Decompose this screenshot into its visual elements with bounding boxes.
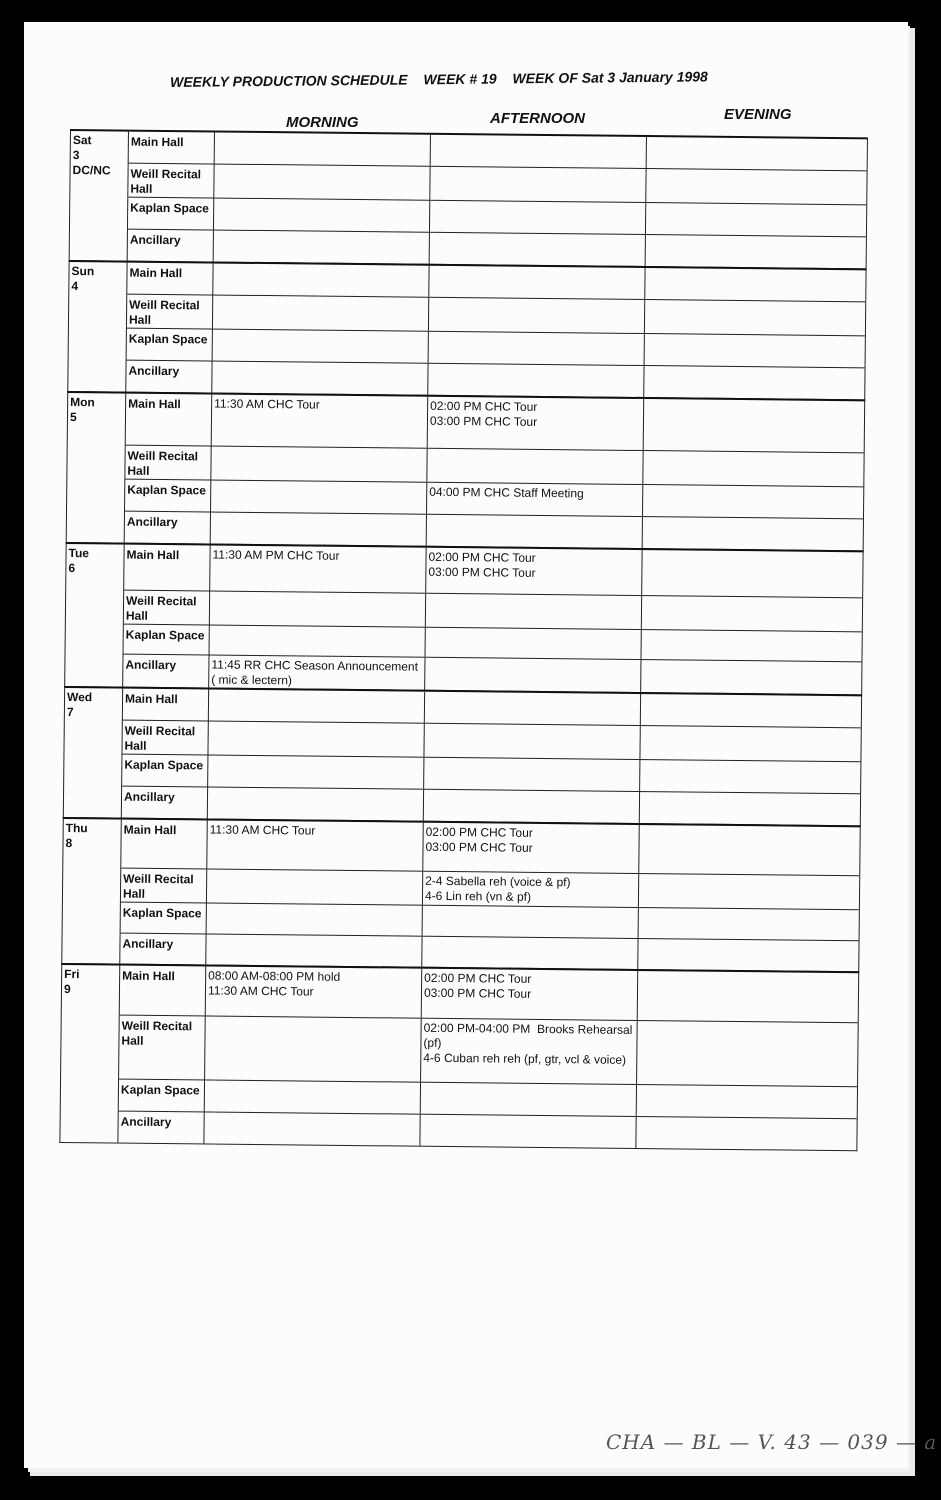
venue-label: Main Hall: [124, 545, 210, 591]
venue-label: Ancillary: [125, 512, 211, 544]
morning-column-header: MORNING: [286, 114, 359, 131]
schedule-entry: 04:00 PM CHC Staff Meeting: [429, 484, 584, 501]
afternoon-cell: [430, 233, 646, 266]
evening-cell: [647, 137, 867, 170]
afternoon-column-header: AFTERNOON: [490, 110, 585, 127]
day-block: [64, 542, 863, 695]
morning-cell: [212, 362, 428, 395]
evening-cell: [646, 203, 866, 236]
evening-cell: [643, 485, 863, 518]
week-number: WEEK # 19: [423, 70, 497, 88]
venue-label: Weill Recital Hall: [122, 721, 208, 755]
afternoon-cell: [422, 937, 638, 969]
evening-cell: [645, 300, 865, 335]
venue-label: Main Hall: [126, 394, 213, 446]
venue-label: Kaplan Space: [127, 329, 213, 361]
evening-cell: [638, 939, 858, 971]
afternoon-cell: [428, 364, 644, 397]
schedule-entry: 11:45 RR CHC Season Announcement ( mic & lectern): [211, 657, 422, 688]
venue-label: Weill Recital Hall: [124, 591, 210, 625]
day-block: [61, 817, 860, 972]
day-block: [63, 686, 862, 826]
day-label: Wed 7: [64, 688, 123, 818]
schedule-entry: 03:00 PM CHC Tour: [428, 564, 536, 580]
schedule-entry: 11:30 AM CHC Tour: [209, 822, 316, 838]
morning-cell: [206, 966, 423, 1017]
day-label: Tue 6: [65, 544, 124, 687]
morning-cell: [207, 820, 423, 870]
afternoon-cell: [426, 628, 642, 659]
day-label: Mon 5: [67, 393, 127, 543]
morning-cell: [208, 755, 424, 788]
venue-label: Kaplan Space: [121, 903, 207, 934]
venue-label: Ancillary: [128, 230, 214, 262]
venue-row: [120, 966, 858, 1023]
evening-cell: [641, 630, 861, 661]
venue-label: Main Hall: [123, 689, 209, 721]
schedule-entry: 02:00 PM CHC Tour: [430, 398, 538, 414]
evening-cell: [639, 874, 859, 909]
evening-cell: [639, 908, 859, 940]
venue-label: Ancillary: [122, 787, 208, 819]
evening-cell: [639, 825, 859, 875]
schedule-header: [170, 67, 810, 90]
afternoon-cell: [424, 724, 640, 759]
venue-row: [124, 545, 862, 598]
morning-cell: [208, 787, 424, 820]
morning-cell: [213, 296, 429, 331]
afternoon-cell: [426, 594, 642, 629]
morning-cell: [214, 199, 430, 232]
afternoon-cell: [424, 790, 640, 823]
evening-cell: [641, 660, 861, 694]
schedule-entry: 11:30 AM PM CHC Tour: [212, 547, 340, 563]
morning-cell: [207, 869, 423, 904]
venue-label: Kaplan Space: [125, 480, 211, 512]
morning-cell: [209, 689, 425, 722]
schedule-entry: 03:00 PM CHC Tour: [429, 413, 538, 429]
afternoon-cell: [421, 1019, 638, 1084]
afternoon-cell: [423, 906, 639, 938]
venue-label: Main Hall: [129, 132, 215, 164]
morning-cell: [213, 264, 429, 297]
afternoon-cell: [425, 658, 641, 692]
venue-label: Ancillary: [123, 655, 209, 688]
evening-cell: [643, 517, 863, 550]
morning-cell: [207, 903, 423, 935]
evening-cell: [646, 169, 866, 204]
afternoon-cell: [427, 483, 643, 516]
venue-row: [121, 820, 859, 876]
evening-cell: [643, 451, 863, 486]
afternoon-cell: [422, 969, 639, 1020]
evening-cell: [640, 726, 860, 761]
evening-cell: [638, 971, 859, 1022]
evening-cell: [637, 1085, 857, 1118]
day-block: [66, 391, 866, 551]
evening-cell: [644, 366, 864, 399]
afternoon-cell: [424, 758, 640, 791]
morning-cell: [214, 231, 430, 264]
morning-cell: [210, 545, 426, 592]
afternoon-cell: [426, 548, 642, 595]
schedule-entry: 03:00 PM CHC Tour: [425, 839, 533, 855]
schedule-entry: 02:00 PM-04:00 PM Brooks Rehearsal (pf): [423, 1020, 636, 1050]
schedule-entry: 4-6 Cuban reh reh (pf, gtr, vcl & voice): [423, 1050, 627, 1067]
morning-cell: [206, 934, 422, 966]
morning-cell: [208, 721, 424, 756]
morning-cell: [211, 512, 427, 545]
evening-cell: [642, 596, 862, 631]
afternoon-cell: [430, 167, 646, 202]
afternoon-cell: [423, 872, 639, 907]
day-label: Thu 8: [62, 819, 122, 964]
catalog-number: CHA — BL — V. 43 — 039 — a: [606, 1430, 938, 1454]
morning-cell: [213, 330, 429, 363]
evening-cell: [637, 1021, 858, 1086]
evening-column-header: EVENING: [724, 106, 792, 123]
afternoon-cell: [429, 298, 645, 333]
evening-cell: [640, 792, 860, 825]
morning-cell: [210, 625, 426, 656]
morning-cell: [209, 655, 425, 689]
morning-cell: [205, 1080, 421, 1113]
morning-cell: [205, 1016, 422, 1081]
morning-cell: [212, 395, 429, 448]
afternoon-cell: [427, 449, 643, 484]
day-block: [67, 260, 866, 400]
week-of: WEEK OF Sat 3 January 1998: [512, 68, 708, 87]
venue-label: Ancillary: [118, 1112, 204, 1144]
venue-label: Ancillary: [120, 934, 206, 965]
schedule-entry: 03:00 PM CHC Tour: [423, 985, 532, 1001]
schedule-title: WEEKLY PRODUCTION SCHEDULE: [170, 71, 408, 90]
morning-cell: [211, 480, 427, 513]
evening-cell: [645, 268, 865, 301]
afternoon-cell: [428, 397, 645, 450]
morning-cell: [210, 591, 426, 626]
venue-label: Kaplan Space: [124, 625, 210, 655]
venue-label: Weill Recital Hall: [119, 1016, 206, 1080]
venue-label: Ancillary: [126, 361, 212, 393]
afternoon-cell: [431, 135, 647, 168]
morning-cell: [211, 447, 427, 482]
schedule-entry: 02:00 PM CHC Tour: [428, 549, 536, 565]
evening-cell: [645, 334, 865, 367]
schedule-entry: 02:00 PM CHC Tour: [424, 970, 532, 986]
afternoon-cell: [429, 266, 645, 299]
venue-label: Weill Recital Hall: [125, 446, 211, 480]
schedule-grid: [59, 130, 868, 1151]
venue-row: [126, 394, 864, 453]
venue-label: Weill Recital Hall: [121, 869, 207, 903]
evening-cell: [646, 235, 866, 268]
schedule-entry: 02:00 PM CHC Tour: [425, 824, 533, 840]
venue-label: Main Hall: [120, 966, 207, 1016]
afternoon-cell: [421, 1083, 637, 1116]
venue-label: Kaplan Space: [128, 198, 214, 230]
afternoon-cell: [427, 515, 643, 548]
evening-cell: [644, 399, 865, 452]
afternoon-cell: [425, 692, 641, 725]
schedule-entry: 08:00 AM-08:00 PM hold: [208, 968, 341, 984]
venue-label: Weill Recital Hall: [127, 295, 213, 329]
schedule-sheet: [24, 22, 908, 1468]
evening-cell: [640, 760, 860, 793]
evening-cell: [642, 550, 862, 597]
venue-label: Weill Recital Hall: [128, 164, 214, 198]
afternoon-cell: [423, 823, 639, 873]
afternoon-cell: [430, 201, 646, 234]
venue-label: Kaplan Space: [119, 1080, 205, 1112]
day-label: Fri 9: [60, 965, 120, 1143]
venue-label: Main Hall: [121, 820, 207, 869]
morning-cell: [204, 1112, 420, 1145]
evening-cell: [641, 694, 861, 727]
evening-cell: [636, 1117, 856, 1150]
venue-row: [119, 1015, 858, 1087]
afternoon-cell: [429, 332, 645, 365]
day-label: Sun 4: [68, 262, 127, 392]
venue-label: Main Hall: [127, 263, 213, 295]
schedule-entry: 4-6 Lin reh (vn & pf): [424, 888, 532, 904]
schedule-entry: 2-4 Sabella reh (voice & pf): [425, 873, 571, 890]
day-block: [69, 129, 868, 269]
afternoon-cell: [420, 1115, 636, 1148]
day-block: [59, 963, 859, 1151]
day-label: Sat 3 DC/NC: [70, 131, 129, 261]
venue-label: Kaplan Space: [122, 755, 208, 787]
schedule-entry: 11:30 AM CHC Tour: [207, 983, 314, 999]
morning-cell: [215, 133, 431, 166]
schedule-entry: 11:30 AM CHC Tour: [214, 396, 320, 412]
morning-cell: [214, 165, 430, 200]
